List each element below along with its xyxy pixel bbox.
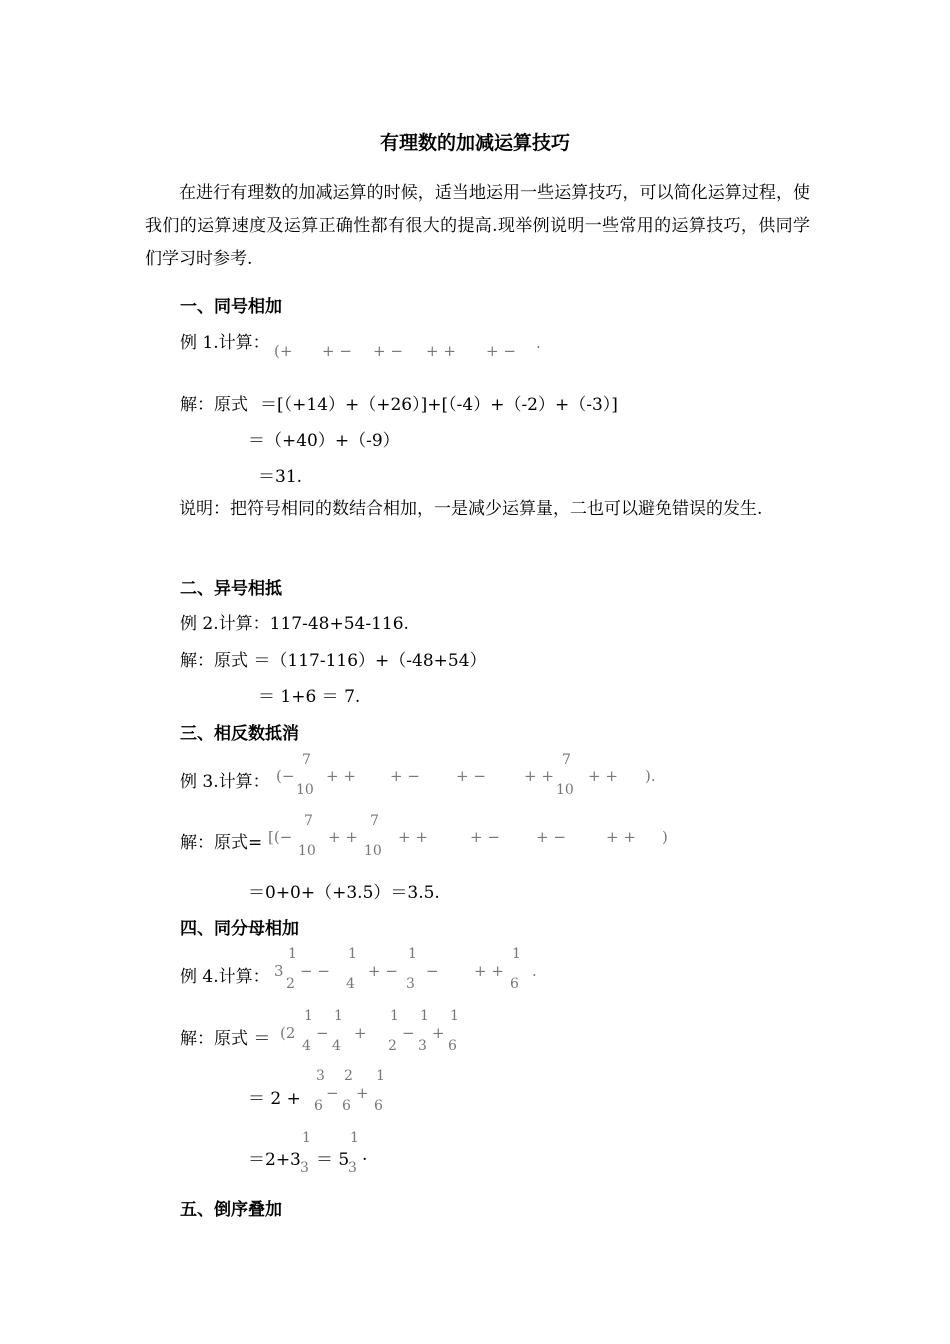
fraction-part: 4 — [302, 1038, 311, 1054]
expr3-frag: ). — [645, 767, 656, 785]
fraction-numerator: 7 — [302, 752, 311, 768]
fraction-numerator: 7 — [370, 813, 379, 829]
fraction-denominator: 10 — [298, 843, 316, 859]
fraction-part: 1 — [408, 946, 417, 962]
fraction-part: 1 — [450, 1008, 459, 1024]
expr4-frag: (2 — [280, 1024, 296, 1042]
fraction-part: 3 — [418, 1038, 427, 1054]
fraction-denominator: 10 — [364, 843, 382, 859]
solution-4-label: 解：原式 ＝ — [180, 1029, 271, 1049]
fraction-part: 2 — [388, 1038, 397, 1054]
fraction-part: 1 — [420, 1008, 429, 1024]
expr4-frag: . — [532, 962, 537, 980]
fraction-part: 3 — [316, 1068, 325, 1084]
fraction-part: 1 — [348, 946, 357, 962]
solution-3-final: ＝0+0+（+3.5）＝3.5. — [248, 883, 440, 903]
fraction-denominator: 10 — [296, 782, 314, 798]
fraction-part: 3 — [406, 976, 415, 992]
expr4-frag: − − — [300, 962, 330, 980]
example-1-label: 例 1.计算： — [180, 333, 270, 353]
intro-paragraph: 在进行有理数的加减运算的时候，适当地运用一些运算技巧，可以简化运算过程，使我们的运算速度及运算正确性都有很大的提高.现举例说明一些常用的运算技巧，供同学们学习时参考. — [145, 183, 810, 269]
fraction-part: 6 — [374, 1098, 383, 1114]
expr3-frag: + + — [326, 767, 356, 785]
fraction-part: 1 — [376, 1068, 385, 1084]
expr3-frag: + + — [588, 767, 618, 785]
expr-frag: + − — [486, 342, 516, 360]
expr-frag: + − — [373, 342, 403, 360]
period: . — [362, 1145, 368, 1165]
section-heading-5: 五、倒序叠加 — [180, 1200, 282, 1220]
expr4-frag: 3 — [274, 962, 284, 980]
fraction-part: 1 — [288, 946, 297, 962]
fraction-part: 3 — [300, 1160, 309, 1176]
note-1: 说明：把符号相同的数结合相加，一是减少运算量，二也可以避免错误的发生. — [179, 499, 763, 519]
fraction-part: 6 — [314, 1098, 323, 1114]
page-title: 有理数的加减运算技巧 — [379, 132, 570, 154]
fraction-part: 4 — [332, 1038, 341, 1054]
fraction-part: 2 — [344, 1068, 353, 1084]
expr3-frag: + + — [524, 767, 554, 785]
expr3-frag: + − — [390, 767, 420, 785]
expr3-frag: + − — [456, 767, 486, 785]
solution-1-step2: ＝（+40）+（-9） — [248, 431, 400, 451]
section-heading-1: 一、同号相加 — [180, 297, 282, 317]
fraction-part: 6 — [448, 1038, 457, 1054]
fraction-part: 1 — [304, 1008, 313, 1024]
expr-frag: (+ — [274, 342, 293, 360]
solution-4-step3b: ＝ 5 — [316, 1150, 350, 1170]
expr3-frag: + + — [328, 828, 358, 846]
section-heading-2: 二、异号相抵 — [180, 579, 282, 599]
fraction-denominator: 10 — [556, 782, 574, 798]
fraction-part: 1 — [350, 1130, 359, 1146]
expr3-frag: + − — [536, 828, 566, 846]
fraction-part: 1 — [390, 1008, 399, 1024]
example-3-label: 例 3.计算： — [180, 772, 270, 792]
expr3-frag: [(− — [268, 828, 293, 846]
solution-2-step1: 解：原式 ＝（117-116）+（-48+54） — [180, 651, 487, 671]
fraction-part: 1 — [334, 1008, 343, 1024]
fraction-part: 4 — [346, 976, 355, 992]
expr3-frag: + + — [606, 828, 636, 846]
expr-frag: + + — [426, 342, 456, 360]
solution-4-step3: ＝2+3 — [248, 1150, 301, 1170]
solution-3-label: 解：原式= — [180, 833, 263, 853]
solution-2-step2: ＝ 1+6 ＝ 7. — [258, 687, 361, 707]
fraction-part: 1 — [302, 1130, 311, 1146]
solution-1-label: 解：原式 — [180, 395, 248, 415]
expr4-frag: + — [356, 1084, 369, 1102]
expr4-frag: + + — [474, 962, 504, 980]
expr-frag: . — [536, 334, 541, 352]
expr3-frag: (− — [276, 767, 295, 785]
fraction-numerator: 7 — [304, 813, 313, 829]
expr4-frag: + — [354, 1024, 367, 1042]
expr4-frag: − — [402, 1024, 415, 1042]
expr3-frag: + − — [470, 828, 500, 846]
example-4-label: 例 4.计算： — [180, 967, 270, 987]
fraction-part: 2 — [286, 976, 295, 992]
fraction-numerator: 7 — [562, 752, 571, 768]
expr3-frag: + + — [398, 828, 428, 846]
expr3-frag: ) — [662, 828, 668, 846]
example-2: 例 2.计算：117-48+54-116. — [180, 614, 409, 634]
expr4-frag: + − — [368, 962, 398, 980]
section-heading-4: 四、同分母相加 — [180, 919, 299, 939]
expr4-frag: − — [426, 962, 439, 980]
expr4-frag: + — [432, 1024, 445, 1042]
fraction-part: 1 — [512, 946, 521, 962]
solution-1-step3: ＝31. — [258, 467, 303, 487]
solution-4-step2: ＝ 2 + — [248, 1089, 301, 1109]
fraction-part: 3 — [348, 1160, 357, 1176]
fraction-part: 6 — [342, 1098, 351, 1114]
section-heading-3: 三、相反数抵消 — [180, 724, 299, 744]
expr4-frag: − — [316, 1024, 329, 1042]
expr-frag: + − — [322, 342, 352, 360]
fraction-part: 6 — [510, 976, 519, 992]
expr4-frag: − — [326, 1084, 339, 1102]
solution-1-step1: ＝[（+14）+（+26）]+[（-4）+（-2）+（-3）] — [260, 395, 618, 415]
